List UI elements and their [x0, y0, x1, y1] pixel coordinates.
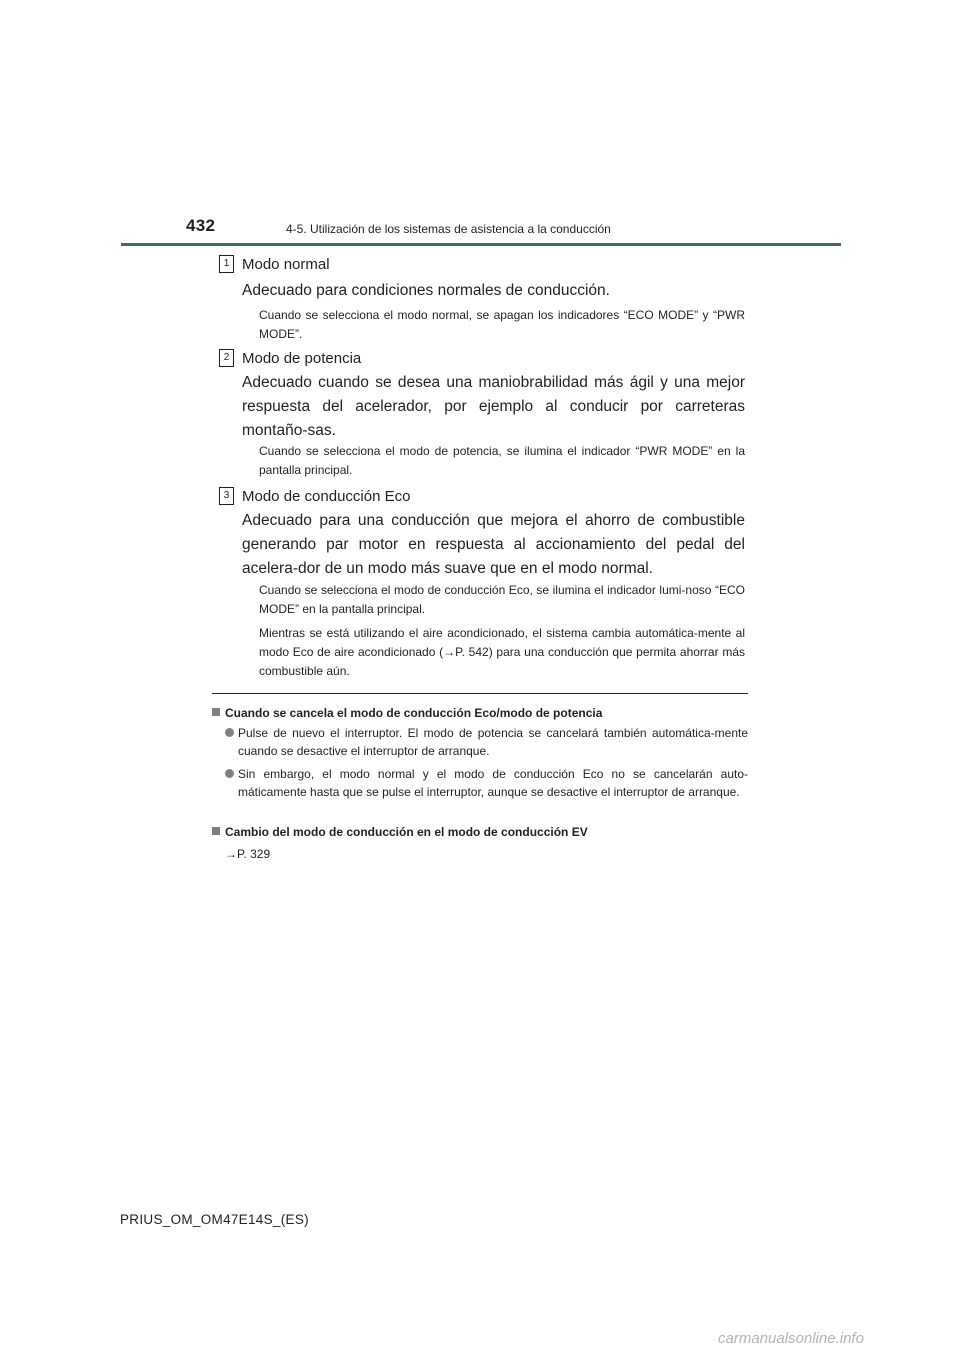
section-divider	[212, 693, 748, 694]
info-heading	[212, 705, 602, 721]
list-item	[225, 724, 748, 760]
mode-title: Modo normal	[242, 256, 330, 273]
list-item-text: Pulse de nuevo el interruptor. El modo de potencia se cancelará también automática-mente cuando se desactive el interruptor de arranque.	[238, 726, 748, 758]
page-number: 432	[186, 216, 216, 235]
info-heading-text: Cambio del modo de conducción en el modo de conducción EV	[225, 825, 588, 839]
mode-description: Adecuado cuando se desea una maniobrabilidad más ágil y una mejor respuesta del acelerador, por ejemplo al conducir por carreteras montaño-sas.	[242, 374, 745, 439]
mode-description: Adecuado para una conducción que mejora el ahorro de combustible generando par motor en respuesta al accionamiento del pedal del acelera-dor de un modo más suave que en el modo normal.	[242, 512, 745, 577]
list-item	[225, 765, 748, 801]
watermark: carmanualsonline.info	[718, 1330, 864, 1347]
page-reference: →P. 329	[225, 847, 271, 861]
mode-title: Modo de potencia	[242, 350, 362, 367]
header-rule	[121, 243, 841, 246]
section-title: 4-5. Utilización de los sistemas de asistencia a la conducción	[286, 222, 611, 236]
mode-description: Adecuado para condiciones normales de conducción.	[242, 282, 610, 299]
mode-note: Mientras se está utilizando el aire acondicionado, el sistema cambia automática-mente al modo Eco de aire acondicionado (→P. 542) para una conducción que permita ahorrar más combustible aún.	[259, 626, 745, 678]
square-bullet-icon	[212, 827, 220, 835]
step-number-badge: 3	[219, 487, 234, 505]
list-item-text: Sin embargo, el modo normal y el modo de conducción Eco no se cancelarán auto-máticamente hasta que se pulse el interruptor, aunque se desactive el interruptor de arranque.	[238, 767, 748, 799]
mode-title: Modo de conducción Eco	[242, 488, 411, 505]
mode-note: Cuando se selecciona el modo de conducción Eco, se ilumina el indicador lumi-noso “ECO MODE” en la pantalla principal.	[259, 583, 745, 616]
circle-bullet-icon	[225, 769, 234, 778]
mode-note: Cuando se selecciona el modo normal, se apagan los indicadores “ECO MODE” y “PWR MODE”.	[259, 308, 745, 341]
step-number-badge: 2	[219, 349, 234, 367]
info-heading	[212, 824, 588, 840]
document-code: PRIUS_OM_OM47E14S_(ES)	[120, 1212, 309, 1227]
info-heading-text: Cuando se cancela el modo de conducción Eco/modo de potencia	[225, 706, 603, 720]
circle-bullet-icon	[225, 728, 234, 737]
step-number-badge: 1	[219, 255, 234, 273]
mode-note: Cuando se selecciona el modo de potencia, se ilumina el indicador “PWR MODE” en la pantalla principal.	[259, 444, 745, 477]
square-bullet-icon	[212, 708, 220, 716]
